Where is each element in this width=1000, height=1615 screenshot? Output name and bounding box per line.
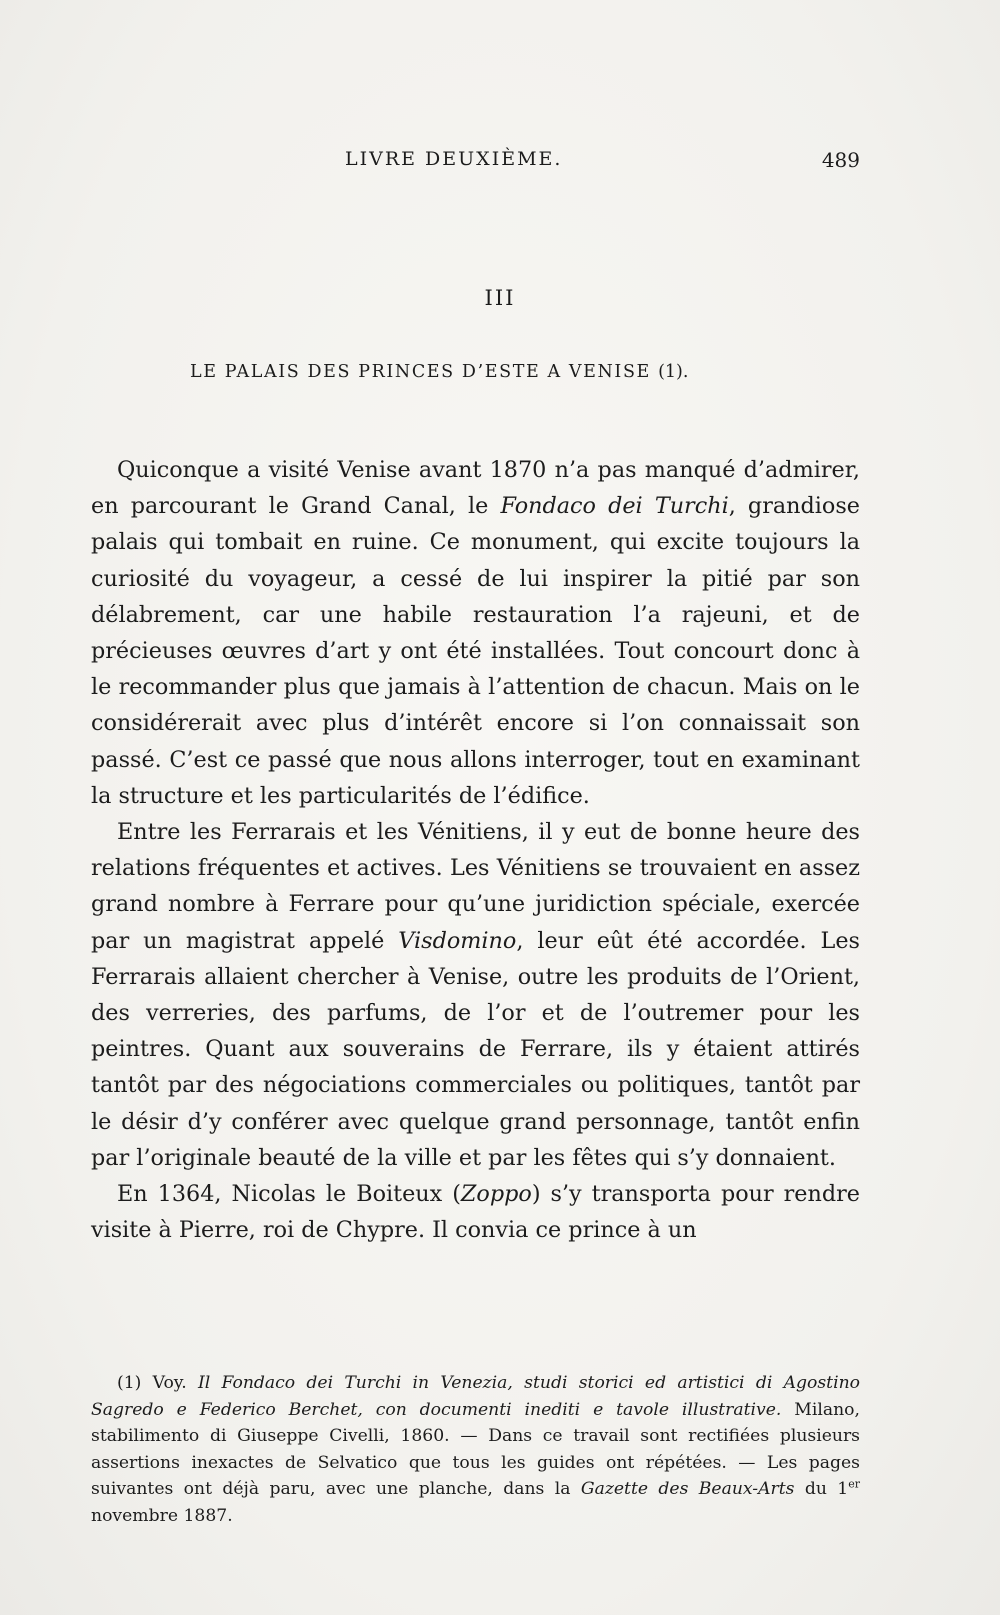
italic-text: Zoppo xyxy=(460,1181,532,1208)
paragraph xyxy=(91,452,860,814)
superscript-text: er xyxy=(848,1477,860,1491)
text-run: , leur eût été accordée. Les Ferrarais allaient chercher à Venise, outre les produits de l’Orient, des verreries, des parfums, de l’or et de l’outremer pour les peintres. Quant aux souverains de Ferrare, ils y étaient attirés tantôt par des négociations commerciales ou politiques, tantôt par le désir d’y conférer avec quelque grand personnage, tantôt enfin par l’originale beauté de la ville et par les fêtes qui s’y donnaient. xyxy=(91,927,860,1171)
text-run: Entre les Ferrarais et les Vénitiens, il y eut de bonne heure des relations fréquentes et actives. Les Vénitiens se trouvaient en assez grand nombre à Ferrare pour qu’une juridiction spéciale, exercée par un magistrat appelé xyxy=(91,819,860,954)
chapter-title-text: LE PALAIS DES PRINCES D’ESTE A VENISE xyxy=(190,362,651,382)
italic-text: Fondaco dei Turchi xyxy=(500,493,729,520)
italic-text: Gazette des Beaux-Arts xyxy=(580,1479,795,1499)
text-run: Quiconque a visité Venise avant 1870 n’a pas manqué d’admirer, en parcourant le Grand Canal, le xyxy=(91,457,860,520)
page-number: 489 xyxy=(821,148,860,172)
text-run: Milano, stabilimento di Giuseppe Civelli, 1860. — Dans ce travail sont rectifiées plusieurs assertions inexactes de Selvatico que tous les guides ont répétées. — Les pages suivantes ont déjà paru, avec une planche, dans la xyxy=(91,1399,860,1499)
footnotes xyxy=(91,1370,860,1529)
italic-text: Visdomino xyxy=(398,927,517,954)
body-text xyxy=(91,452,860,1248)
paragraph xyxy=(91,814,860,1176)
text-run: (1) Voy. xyxy=(117,1373,198,1393)
text-run: En 1364, Nicolas le Boiteux ( xyxy=(117,1181,461,1208)
footnote-reference: (1). xyxy=(658,362,689,382)
text-run: , grandiose palais qui tombait en ruine. Ce monument, qui excite toujours la curiosité du voyageur, a cessé de lui inspirer la pitié par son délabrement, car une habile restauration l’a rajeuni, et de précieuses œuvres d’art y ont été installées. Tout concourt donc à le recommander plus que jamais à l’attention de chacun. Mais on le considérerait avec plus d’intérêt encore si l’on connaissait son passé. C’est ce passé que nous allons interroger, tout en examinant la structure et les particularités de l’édifice. xyxy=(91,493,860,809)
chapter-title xyxy=(190,362,688,382)
italic-text: Il Fondaco dei Turchi in Venezia, studi storici ed artistici di Agostino Sagredo e Federico Berchet, con documenti inediti e tavole illustrative. xyxy=(91,1373,860,1420)
footnote xyxy=(91,1370,860,1529)
paragraph xyxy=(91,1176,860,1248)
running-head: LIVRE DEUXIÈME. xyxy=(345,148,563,170)
text-run: novembre 1887. xyxy=(91,1505,233,1526)
text-run: du 1 xyxy=(794,1479,849,1499)
chapter-number: III xyxy=(484,286,516,310)
text-run: ) s’y transporta pour rendre visite à Pierre, roi de Chypre. Il convia ce prince à un xyxy=(91,1181,860,1244)
